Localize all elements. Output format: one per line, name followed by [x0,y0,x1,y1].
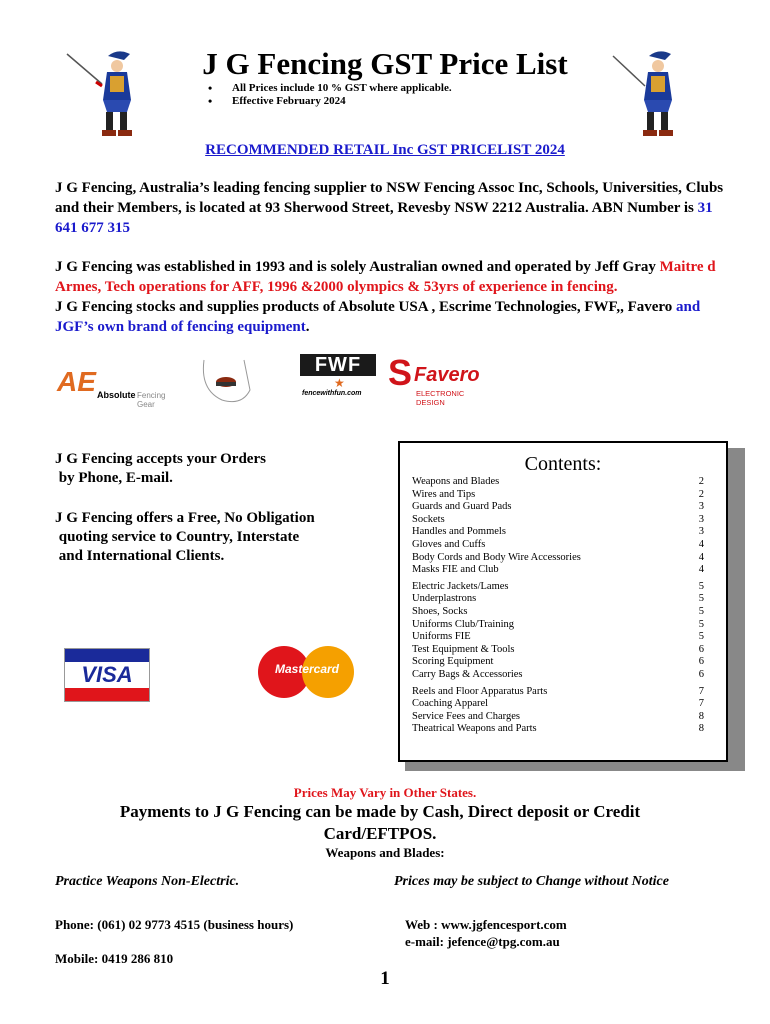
contents-item-page: 4 [698,539,704,550]
contents-item-page: 7 [698,698,704,710]
price-change-note: Prices may be subject to Change without Notice [394,874,669,889]
contents-item-page: 6 [698,643,704,655]
absolute-logo: AE Absolute Fencing Gear [55,370,180,405]
contents-item [412,552,704,565]
contents-item-page: 5 [698,606,704,617]
contents-item-page: 5 [698,631,704,643]
contents-item-label: Weapons and Blades [412,476,500,487]
contents-item [412,686,704,699]
contents-item [412,593,704,606]
contents-item [412,489,704,502]
effective-date: • Effective February 2024 [232,95,452,107]
contents-item-page: 5 [698,580,704,592]
contents-item-page: 5 [698,593,704,605]
favero-logo-sub: ELECTRONIC DESIGN [416,389,465,407]
absolute-logo-sub: Fencing Gear [137,391,166,409]
stock-period: . [305,319,310,335]
contents-title: Contents: [524,453,602,475]
contents-item [412,581,704,594]
orders-line-1: J G Fencing accepts your Orders [55,451,266,467]
own-brand-text: and JGF’s own brand of fencing equipment [55,299,701,335]
contents-item-page: 8 [698,710,704,722]
header-bullets [232,82,452,108]
contents-item-label: Reels and Floor Apparatus Parts [412,685,548,697]
contents-item-label: Guards and Guard Pads [412,501,512,513]
contents-item [412,514,704,527]
contents-item-label: Sockets [412,513,445,525]
contents-item-page: 6 [698,669,704,680]
contents-item [412,606,704,619]
contents-item [412,631,704,644]
contents-item-label: Theatrical Weapons and Parts [412,723,537,735]
contents-item [412,564,704,577]
orders-line-2: by Phone, E-mail. [55,470,173,486]
contents-item-page: 2 [698,476,704,487]
weapons-blades-heading: Weapons and Blades: [325,845,445,860]
contents-item-label: Body Cords and Body Wire Accessories [412,551,581,563]
contents-item-page: 3 [698,501,704,513]
contents-item-label: Uniforms FIE [412,631,471,643]
payments-note: Payments to J G Fencing can be made by Cash, Direct deposit or Credit Card/EFTPOS. [119,802,641,843]
contents-item-label: Uniforms Club/Training [412,618,514,630]
contents-item [412,501,704,514]
contents-item [412,723,704,736]
contents-item [412,698,704,711]
gst-note: • All Prices include 10 % GST where applicable. [232,82,452,94]
history-paragraph [55,257,735,337]
contents-item [412,656,704,669]
fwf-logo-url: fencewithfun.com [302,390,362,397]
fwf-logo: FWF ★ fencewithfun.com [300,354,380,400]
contents-item-label: Shoes, Socks [412,606,468,617]
website-link[interactable]: Web : www.jgfencesport.com [405,917,567,932]
contents-item-page: 4 [698,551,704,563]
contents-item [412,526,704,539]
contents-item [412,644,704,657]
email-link[interactable]: e-mail: jefence@tpg.com.au [405,934,560,949]
contents-item-label: Electric Jackets/Lames [412,580,509,592]
contents-box [398,441,728,762]
contents-item-label: Wires and Tips [412,488,476,500]
contents-item-label: Gloves and Cuffs [412,539,486,550]
round-logo-image [198,356,256,406]
contents-item-page: 2 [698,488,704,500]
mastercard-logo-text: Mastercard [274,662,340,676]
recommended-retail-heading: RECOMMENDED RETAIL Inc GST PRICELIST 2024 [205,142,565,158]
prices-vary-note: Prices May Vary in Other States. [293,785,477,800]
contents-item-page: 5 [698,618,704,630]
contents-item-label: Coaching Apparel [412,698,489,710]
stock-text: J G Fencing stocks and supplies products of Absolute USA , Escrime Technologies, FWF,, Favero [55,299,677,315]
contents-item [412,669,704,682]
absolute-logo-text: Absolute [97,390,136,400]
quote-text [55,509,385,566]
contents-item-page: 7 [698,685,704,697]
contents-item-label: Scoring Equipment [412,656,494,668]
contents-item-page: 3 [698,526,704,538]
contents-item-page: 4 [698,564,704,576]
visa-logo-text: VISA [65,662,149,688]
abn-number: 31 641 677 315 [55,200,713,236]
contents-item [412,619,704,632]
contents-item-label: Underplastrons [412,593,477,605]
favero-logo-text: Favero [414,364,480,386]
contents-item-label: Handles and Pommels [412,526,506,538]
mastercard-logo [258,646,356,698]
quote-line-3: and International Clients. [55,548,225,564]
contents-item-label: Carry Bags & Accessories [412,669,523,680]
contents-item-page: 8 [698,723,704,735]
mobile-number: Mobile: 0419 286 810 [55,951,174,966]
history-text: J G Fencing was established in 1993 and is solely Australian owned and operated by Jeff Gray [55,259,660,275]
contents-item-label: Test Equipment & Tools [412,643,515,655]
page-number: 1 [380,968,390,989]
phone-number: Phone: (061) 02 9773 4515 (business hours) [55,917,294,932]
page-title: J G Fencing GST Price List [202,46,568,81]
quote-line-1: J G Fencing offers a Free, No Obligation [55,510,315,526]
visa-logo [64,648,150,702]
contents-item-page: 3 [698,513,704,525]
orders-text [55,450,385,488]
intro-paragraph [55,178,735,238]
contents-item [412,476,704,489]
quote-line-2: quoting service to Country, Interstate [55,529,300,545]
history-highlight: Maitre d Armes, Tech operations for AFF, 1996 &2000 olympics & 53yrs of experience in fencing. [55,259,716,295]
contents-item-label: Masks FIE and Club [412,564,499,576]
contents-item-page: 6 [698,656,704,668]
contents-item-label: Service Fees and Charges [412,710,520,722]
contents-item [412,539,704,552]
intro-text: J G Fencing, Australia’s leading fencing supplier to NSW Fencing Assoc Inc, Schools, Universities, Clubs and their Members, is located at 93 Sherwood Street, Revesby NSW 2212 Australia. ABN Number is [55,180,724,216]
contents-item [412,711,704,724]
favero-logo: S Favero ELECTRONIC DESIGN [388,358,488,400]
practice-weapons-heading: Practice Weapons Non-Electric. [55,874,240,889]
